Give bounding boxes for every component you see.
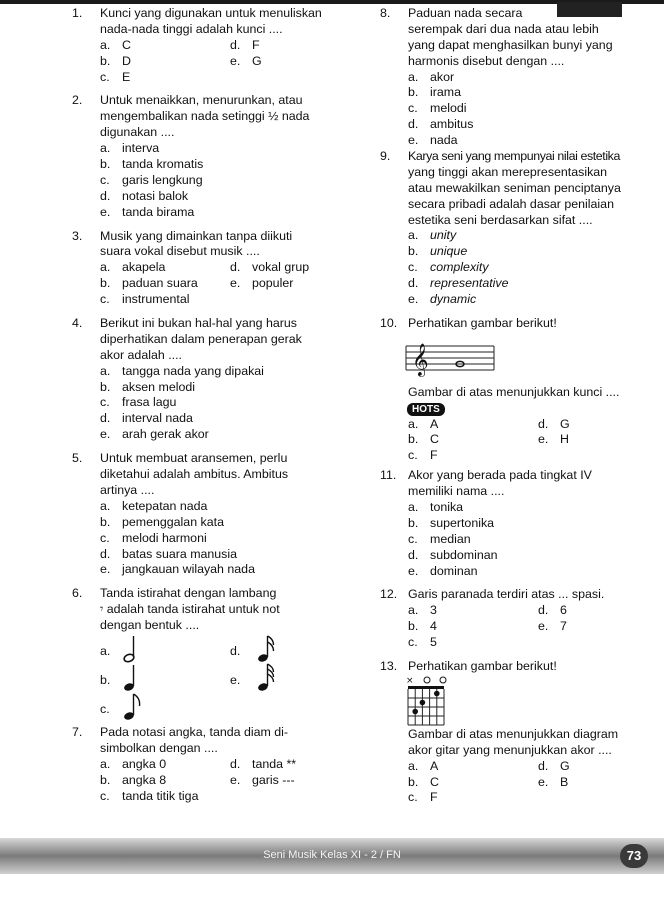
option-text: melodi xyxy=(430,101,467,116)
question-number: 4. xyxy=(72,316,83,331)
option-letter: a. xyxy=(408,228,419,243)
question-7 xyxy=(62,725,352,804)
option-letter: c. xyxy=(408,635,418,650)
question-number: 7. xyxy=(72,724,83,739)
option-text: E xyxy=(122,69,131,84)
question-number: 12. xyxy=(380,587,398,602)
option-text: G xyxy=(560,758,570,773)
eighth-note-icon xyxy=(122,692,144,722)
option-letter: b. xyxy=(408,619,419,634)
option-text: angka 8 xyxy=(122,772,167,787)
question-number: 8. xyxy=(380,6,391,20)
option-letter: c. xyxy=(408,260,418,275)
option-letter: d. xyxy=(230,756,241,771)
page-number: 73 xyxy=(620,844,648,868)
option-text: G xyxy=(252,53,262,68)
option-letter: c. xyxy=(100,701,110,716)
option-letter: b. xyxy=(408,432,419,447)
option-text: tanda kromatis xyxy=(122,157,204,172)
option-text: 3 xyxy=(430,603,437,618)
option-text: F xyxy=(430,448,438,463)
question-text: yang dapat menghasilkan bunyi yang xyxy=(408,37,613,52)
question-text: harmonis disebut dengan .... xyxy=(408,53,565,68)
option-letter: b. xyxy=(408,85,419,100)
question-number: 9. xyxy=(380,149,391,164)
option-letter: c. xyxy=(100,172,110,187)
question-number: 10. xyxy=(380,315,398,330)
question-1 xyxy=(62,6,352,85)
option-text: F xyxy=(252,37,260,52)
option-letter: c. xyxy=(100,395,110,410)
option-letter: e. xyxy=(408,133,419,148)
option-letter: e. xyxy=(230,672,241,687)
option-text: tanda ** xyxy=(252,756,297,771)
question-text: Perhatikan gambar berikut! xyxy=(408,658,557,673)
question-text: Berikut ini bukan hal-hal yang harus xyxy=(100,316,297,331)
option-text: 6 xyxy=(560,603,567,618)
question-text: akor gitar yang menunjukkan akor .... xyxy=(408,742,612,757)
svg-text:𝄞: 𝄞 xyxy=(412,342,429,376)
option-text: ambitus xyxy=(430,117,474,132)
question-number: 2. xyxy=(72,93,83,108)
question-10 xyxy=(370,316,632,464)
question-11 xyxy=(370,468,632,579)
option-text: irama xyxy=(430,85,461,100)
option-text: interva xyxy=(122,141,160,156)
option-text: akor xyxy=(430,69,455,84)
option-text: garis --- xyxy=(252,772,295,787)
option-letter: d. xyxy=(230,37,241,52)
option-text: C xyxy=(430,432,439,447)
question-text: akor adalah .... xyxy=(100,347,182,362)
option-text: dominan xyxy=(430,563,478,578)
option-letter: e. xyxy=(538,432,549,447)
option-letter: b. xyxy=(408,244,419,259)
option-letter: e. xyxy=(408,563,419,578)
option-letter: e. xyxy=(230,772,241,787)
option-letter: b. xyxy=(100,276,111,291)
option-letter: a. xyxy=(408,499,419,514)
option-text: unique xyxy=(430,244,468,259)
question-text: yang tinggi akan merepresentasikan xyxy=(408,164,608,179)
question-text: diketahui adalah ambitus. Ambitus xyxy=(100,467,289,482)
question-text: Perhatikan gambar berikut! xyxy=(408,315,557,330)
svg-text:×: × xyxy=(406,675,414,686)
option-letter: a. xyxy=(408,69,419,84)
question-13 xyxy=(370,659,632,806)
option-text: tanda birama xyxy=(122,204,195,219)
option-letter: c. xyxy=(100,69,110,84)
question-8 xyxy=(370,6,632,149)
option-text: angka 0 xyxy=(122,756,167,771)
option-letter: b. xyxy=(408,774,419,789)
option-letter: a. xyxy=(100,756,111,771)
option-letter: c. xyxy=(408,448,418,463)
option-text: aksen melodi xyxy=(122,379,196,394)
option-letter: d. xyxy=(408,276,419,291)
option-letter: a. xyxy=(100,141,111,156)
question-text: mengembalikan nada setinggi ½ nada xyxy=(100,109,310,124)
option-text: vokal grup xyxy=(252,260,310,275)
option-text: dynamic xyxy=(430,292,477,307)
option-letter: e. xyxy=(100,562,111,577)
question-text: suara vokal disebut musik .... xyxy=(100,244,260,259)
option-text: subdominan xyxy=(430,547,498,562)
option-letter: d. xyxy=(100,411,111,426)
option-letter: d. xyxy=(538,758,549,773)
question-5 xyxy=(62,451,352,578)
option-text: G xyxy=(560,416,570,431)
option-letter: a. xyxy=(100,260,111,275)
option-text: akapela xyxy=(122,260,166,275)
option-text: tanda titik tiga xyxy=(122,788,199,803)
option-text: melodi harmoni xyxy=(122,530,207,545)
option-text: A xyxy=(430,416,439,431)
question-text: simbolkan dengan .... xyxy=(100,740,218,755)
option-letter: d. xyxy=(538,603,549,618)
option-text: arah gerak akor xyxy=(122,427,209,442)
question-text: Tanda istirahat dengan lambang xyxy=(100,586,277,601)
question-number: 5. xyxy=(72,451,83,466)
option-letter: a. xyxy=(100,498,111,513)
question-4 xyxy=(62,316,352,443)
option-text: jangkauan wilayah nada xyxy=(122,562,255,577)
option-letter: e. xyxy=(538,774,549,789)
option-text: C xyxy=(122,37,131,52)
question-text: Untuk menaikkan, menurunkan, atau xyxy=(100,93,303,108)
question-2 xyxy=(62,93,352,220)
option-letter: b. xyxy=(100,514,111,529)
option-letter: c. xyxy=(100,788,110,803)
question-number: 13. xyxy=(380,658,398,673)
question-number: 11. xyxy=(380,468,397,483)
question-text: Karya seni yang mempunyai nilai estetika xyxy=(408,149,620,164)
option-letter: d. xyxy=(230,260,241,275)
option-text: 5 xyxy=(430,635,437,650)
option-text: tonika xyxy=(430,499,464,514)
option-text: ketepatan nada xyxy=(122,498,208,513)
option-text: C xyxy=(430,774,439,789)
question-text: Akor yang berada pada tingkat IV xyxy=(408,468,592,483)
question-text: Garis paranada terdiri atas ... spasi. xyxy=(408,587,605,602)
question-text: Untuk membuat aransemen, perlu xyxy=(100,451,288,466)
option-text: unity xyxy=(430,228,457,243)
option-letter: c. xyxy=(408,531,418,546)
question-text: memiliki nama .... xyxy=(408,484,505,499)
option-text: batas suara manusia xyxy=(122,546,238,561)
half-note-icon xyxy=(122,634,144,664)
question-text: Musik yang dimainkan tanpa diikuti xyxy=(100,228,293,243)
question-text: secara pribadi adalah dasar penilaian xyxy=(408,196,614,211)
question-number: 3. xyxy=(72,228,83,243)
option-text: populer xyxy=(252,276,294,291)
option-text: instrumental xyxy=(122,292,190,307)
option-letter: a. xyxy=(408,416,419,431)
quarter-note-icon xyxy=(122,663,144,693)
option-letter: e. xyxy=(100,427,111,442)
option-letter: a. xyxy=(408,758,419,773)
footer-title: Seni Musik Kelas XI - 2 / FN xyxy=(263,849,401,861)
option-letter: d. xyxy=(100,546,111,561)
question-text: serempak dari dua nada atau lebih xyxy=(408,21,599,36)
option-letter: d. xyxy=(100,188,111,203)
question-text: atau mewakilkan seniman penciptanya xyxy=(408,180,621,195)
question-text: Gambar di atas menunjukkan kunci .... xyxy=(408,384,620,399)
option-text: nada xyxy=(430,133,458,148)
option-letter: c. xyxy=(100,292,110,307)
option-letter: d. xyxy=(408,547,419,562)
guitar-chord-diagram-image xyxy=(404,675,448,727)
right-column xyxy=(370,6,632,806)
option-text: supertonika xyxy=(430,515,495,530)
option-text: F xyxy=(430,790,438,805)
option-letter: d. xyxy=(408,117,419,132)
option-text: notasi balok xyxy=(122,188,189,203)
option-letter: b. xyxy=(100,53,111,68)
option-text: garis lengkung xyxy=(122,172,203,187)
sixteenth-note-icon xyxy=(256,634,278,664)
page-footer xyxy=(0,838,664,874)
option-letter: e. xyxy=(538,619,549,634)
question-text: diperhatikan dalam penerapan gerak xyxy=(100,331,302,346)
question-text: adalah tanda istirahat untuk not xyxy=(106,602,280,617)
option-letter: e. xyxy=(100,204,111,219)
option-letter: e. xyxy=(230,53,241,68)
rest-symbol-icon: 𝄾 xyxy=(100,602,107,617)
option-text: D xyxy=(122,53,131,68)
question-text: estetika seni berdasarkan sifat .... xyxy=(408,212,593,227)
option-letter: b. xyxy=(100,157,111,172)
option-text: tangga nada yang dipakai xyxy=(122,363,264,378)
option-letter: a. xyxy=(100,363,111,378)
option-letter: e. xyxy=(230,276,241,291)
option-letter: b. xyxy=(408,515,419,530)
question-text: Gambar di atas menunjukkan diagram xyxy=(408,726,619,741)
option-text: interval nada xyxy=(122,411,193,426)
question-9 xyxy=(370,149,632,308)
question-text: nada-nada tinggi adalah kunci .... xyxy=(100,21,283,36)
question-text: Kunci yang digunakan untuk menuliskan xyxy=(100,6,322,20)
option-letter: e. xyxy=(408,292,419,307)
option-text: A xyxy=(430,758,439,773)
question-text: artinya .... xyxy=(100,482,155,497)
question-3 xyxy=(62,229,352,308)
option-text: H xyxy=(560,432,569,447)
question-text: Paduan nada secara xyxy=(408,6,523,20)
option-letter: b. xyxy=(100,379,111,394)
option-letter: a. xyxy=(408,603,419,618)
option-letter: c. xyxy=(408,101,418,116)
option-letter: d. xyxy=(538,416,549,431)
left-column xyxy=(62,6,352,804)
hots-badge: HOTS xyxy=(407,403,445,416)
option-letter: a. xyxy=(100,37,111,52)
option-letter: c. xyxy=(408,790,418,805)
question-text: Pada notasi angka, tanda diam di- xyxy=(100,724,289,739)
question-number: 6. xyxy=(72,586,83,601)
question-text: digunakan .... xyxy=(100,125,175,140)
option-text: B xyxy=(560,774,569,789)
option-text: 4 xyxy=(430,619,437,634)
option-letter: b. xyxy=(100,672,111,687)
option-letter: c. xyxy=(100,530,110,545)
option-text: complexity xyxy=(430,260,489,275)
option-text: paduan suara xyxy=(122,276,198,291)
question-text: dengan bentuk .... xyxy=(100,618,200,633)
question-12 xyxy=(370,587,632,651)
thirty-second-note-icon xyxy=(256,663,278,693)
option-text: pemenggalan kata xyxy=(122,514,224,529)
option-text: 7 xyxy=(560,619,567,634)
option-letter: a. xyxy=(100,643,111,658)
option-letter: d. xyxy=(230,643,241,658)
option-text: frasa lagu xyxy=(122,395,177,410)
question-6 xyxy=(62,586,352,721)
option-text: representative xyxy=(430,276,509,291)
option-text: median xyxy=(430,531,471,546)
option-letter: b. xyxy=(100,772,111,787)
treble-clef-staff-image xyxy=(404,332,496,380)
question-number: 1. xyxy=(72,6,83,20)
